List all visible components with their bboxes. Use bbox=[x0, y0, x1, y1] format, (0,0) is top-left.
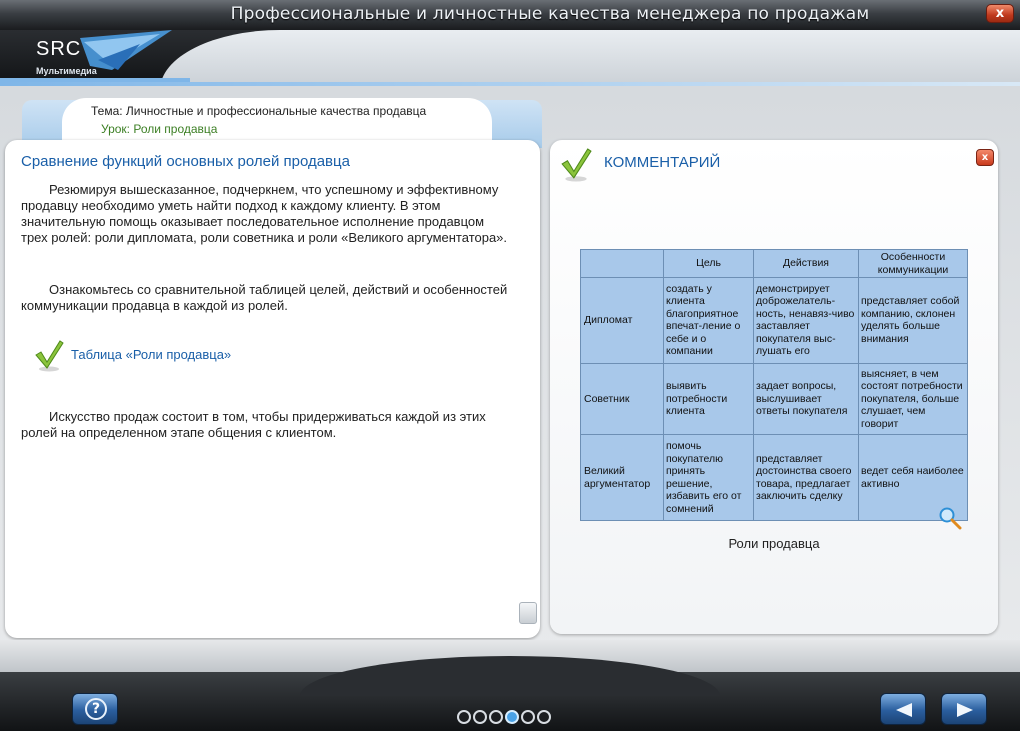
window-title: Профессиональные и личностные качества менеджера по продажам bbox=[230, 4, 870, 24]
actions-cell: демонстрирует доброжелатель-ность, ненавяз-чиво заставляет покупателя выс-лушать его bbox=[754, 278, 859, 364]
table-header-cell: Особенности коммуникации bbox=[859, 250, 968, 278]
actions-cell: представляет достоинства своего товара, предлагает заключить сделку bbox=[754, 435, 859, 521]
comment-check-icon bbox=[560, 147, 592, 183]
page-dot[interactable] bbox=[489, 710, 503, 724]
table-header-row bbox=[581, 250, 968, 278]
help-button[interactable] bbox=[72, 693, 118, 725]
scroll-button[interactable] bbox=[519, 602, 537, 624]
paragraph-table-note: Ознакомьтесь со сравнительной таблицей целей, действий и особенностей коммуникации продавца в каждой из ролей. bbox=[21, 282, 508, 313]
table-row bbox=[581, 278, 968, 364]
topic-label: Тема: Личностные и профессиональные качества продавца bbox=[91, 104, 427, 118]
lesson-label: Урок: Роли продавца bbox=[101, 122, 218, 136]
table-caption: Роли продавца bbox=[728, 536, 820, 551]
help-icon: ? bbox=[85, 698, 107, 720]
page-indicator bbox=[457, 710, 551, 724]
role-cell: Советник bbox=[581, 363, 664, 435]
table-header-cell: Действия bbox=[754, 250, 859, 278]
prev-button[interactable] bbox=[880, 693, 926, 725]
page-dot[interactable] bbox=[521, 710, 535, 724]
roles-table-link[interactable]: Таблица «Роли продавца» bbox=[71, 347, 232, 362]
arrow-right-icon bbox=[955, 702, 975, 718]
header-light bbox=[160, 30, 1020, 90]
roles-table bbox=[580, 249, 968, 521]
logo-sub: Мультимедиа bbox=[36, 66, 97, 76]
next-button[interactable] bbox=[941, 693, 987, 725]
check-icon bbox=[34, 340, 64, 372]
table-header-cell bbox=[581, 250, 664, 278]
paragraph-conclusion: Искусство продаж состоит в том, чтобы придерживаться каждой из этих ролей на определенном этапе общения с клиентом. bbox=[21, 409, 486, 440]
table-row bbox=[581, 363, 968, 435]
zoom-icon[interactable] bbox=[938, 506, 962, 530]
goal-cell: выявить потребности клиента bbox=[664, 363, 754, 435]
logo-brand: SRC bbox=[36, 38, 82, 60]
panel-heading: Сравнение функций основных ролей продавца bbox=[21, 153, 350, 170]
table-header-cell: Цель bbox=[664, 250, 754, 278]
page-dot[interactable] bbox=[473, 710, 487, 724]
page-dot[interactable] bbox=[457, 710, 471, 724]
role-cell: Дипломат bbox=[581, 278, 664, 364]
communication-cell: ведет себя наиболее активно bbox=[859, 435, 968, 521]
arrow-left-icon bbox=[894, 702, 914, 718]
comment-close-button[interactable]: x bbox=[976, 149, 994, 166]
communication-cell: представляет собой компанию, склонен уделять больше внимания bbox=[859, 278, 968, 364]
actions-cell: задает вопросы, выслушивает ответы покупателя bbox=[754, 363, 859, 435]
window-close-button[interactable]: x bbox=[986, 4, 1014, 23]
communication-cell: выясняет, в чем состоят потребности покупателя, больше слушает, чем говорит bbox=[859, 363, 968, 435]
goal-cell: помочь покупателю принять решение, избавить его от сомнений bbox=[664, 435, 754, 521]
page-dot[interactable] bbox=[505, 710, 519, 724]
table-row bbox=[581, 435, 968, 521]
page-dot[interactable] bbox=[537, 710, 551, 724]
paragraph-intro: Резюмируя вышесказанное, подчеркнем, что успешному и эффективному продавцу необходимо уметь найти подход к каждому клиенту. В этом значительную помощь оказывает последовательное исполнение продавцом трех ролей: роли дипломата, роли советника и роли «Великого аргументатора». bbox=[21, 182, 508, 245]
goal-cell: создать у клиента благоприятное впечат-ление о себе и о компании bbox=[664, 278, 754, 364]
title-bar bbox=[0, 0, 1020, 30]
comment-title: КОММЕНТАРИЙ bbox=[604, 154, 721, 171]
role-cell: Великий аргументатор bbox=[581, 435, 664, 521]
